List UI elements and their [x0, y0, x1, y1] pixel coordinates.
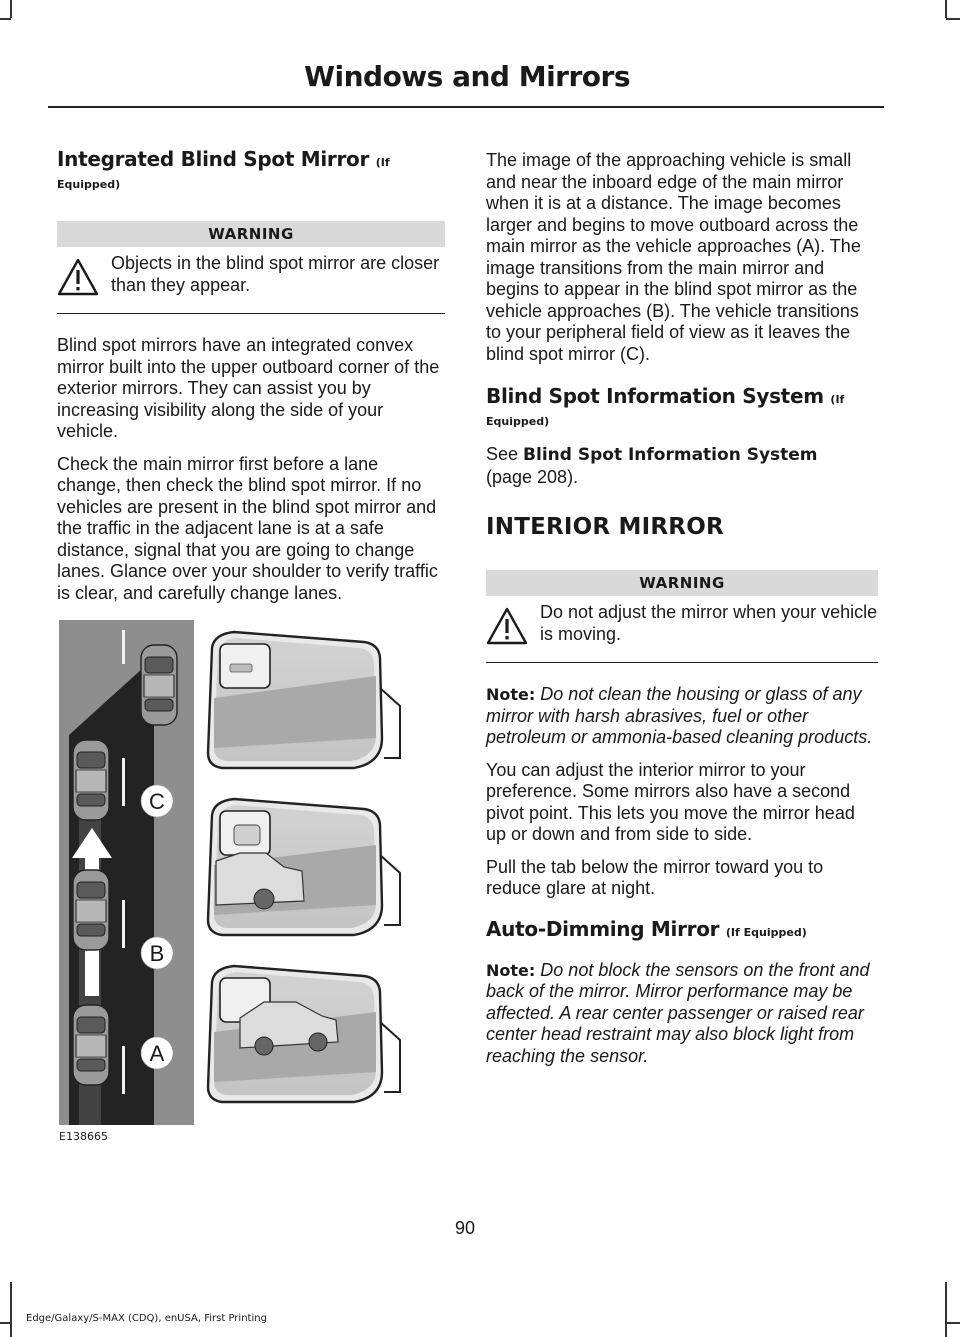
label-b	[141, 937, 173, 969]
mirror-top	[208, 632, 400, 768]
see-text: See	[486, 444, 519, 464]
figure-code: E138665	[59, 1130, 108, 1143]
paragraph: The image of the approaching vehicle is small and near the inboard edge of the main mirror when it is at a distance. The image becomes larger and begins to move outboard across the main mirror as the vehicle approaches (A). The image transitions from the main mirror and begins to appear in the blind spot mirror as the vehicle approaches (B). The vehicle transitions to your peripheral field of view as it leaves the blind spot mirror (C).	[486, 150, 861, 364]
warning-label: WARNING	[57, 221, 445, 247]
bsis-link[interactable]: Blind Spot Information System	[523, 445, 818, 465]
warning-box	[57, 221, 445, 314]
crop-mark	[945, 0, 947, 18]
note-label: Note:	[486, 685, 536, 704]
note-text: Do not block the sensors on the front and back of the mirror. Mirror performance may be affected. A rear center passenger or raised rear center head restraint may also block light from reaching the sensor.	[486, 959, 870, 1066]
warning-label: WARNING	[486, 570, 878, 596]
note-text: Do not clean the housing or glass of any mirror with harsh abrasives, fuel or other petroleum or ammonia-based cleaning products.	[486, 684, 873, 747]
section-heading-auto-dimming	[486, 916, 878, 946]
crop-mark	[946, 1322, 960, 1324]
heading-optional-cont: Equipped)	[57, 178, 121, 191]
paragraph: Blind spot mirrors have an integrated convex mirror built into the upper outboard corner of the exterior mirrors. They can assist you by increasing visibility along the side of your vehicle.	[57, 335, 440, 441]
heading-optional: (If Equipped)	[725, 925, 807, 939]
warning-text: Objects in the blind spot mirror are closer than they appear.	[111, 253, 440, 295]
heading-optional: (If	[375, 156, 390, 169]
heading-text: Integrated Blind Spot Mirror	[57, 147, 370, 171]
crop-mark	[946, 18, 960, 20]
crop-mark	[10, 0, 12, 18]
page-header-title: Windows and Mirrors	[304, 60, 630, 93]
note	[486, 684, 878, 749]
mirror-middle	[208, 799, 400, 935]
header-rule	[48, 106, 884, 108]
section-heading-interior-mirror: INTERIOR MIRROR	[486, 514, 724, 540]
heading-optional-cont: Equipped)	[486, 415, 550, 428]
label-a	[141, 1037, 173, 1069]
crop-mark	[945, 1282, 947, 1337]
right-column	[486, 140, 878, 1067]
heading-text: Auto-Dimming Mirror	[486, 916, 720, 941]
paragraph: Check the main mirror first before a lane change, then check the blind spot mirror. If no vehicles are present in the blind spot mirror and the traffic in the adjacent lane is at a safe distance, signal that you are going to change lanes. Glance over your shoulder to verify traffic is clear, and carefully change lanes.	[57, 453, 438, 603]
page-reference: (page 208).	[486, 466, 579, 487]
paragraph: Pull the tab below the mirror toward you to reduce glare at night.	[486, 856, 824, 898]
label-c	[141, 785, 173, 817]
section-heading-blind-spot-mirror	[57, 146, 445, 176]
crop-mark	[0, 18, 11, 20]
warning-text: Do not adjust the mirror when your vehicle is moving.	[540, 602, 878, 644]
note-label: Note:	[486, 960, 536, 980]
label-c-text: C	[149, 789, 165, 814]
heading-optional: (If	[830, 393, 845, 406]
warning-triangle-icon	[486, 606, 528, 646]
crop-mark	[10, 1282, 12, 1337]
blind-spot-figure	[59, 620, 425, 1125]
crop-mark	[0, 1322, 11, 1324]
warning-box	[486, 570, 878, 663]
heading-text: Blind Spot Information System	[486, 384, 824, 408]
warning-triangle-icon	[57, 257, 99, 297]
footer-text: Edge/Galaxy/S-MAX (CDQ), enUSA, First Printing	[26, 1313, 267, 1324]
warning-body	[486, 596, 878, 663]
note	[486, 960, 878, 1068]
mirror-bottom	[208, 966, 400, 1102]
page-number: 90	[454, 1218, 476, 1238]
label-a-text: A	[149, 1041, 165, 1066]
warning-body	[57, 247, 445, 314]
label-b-text: B	[149, 941, 165, 966]
section-heading-bsis	[486, 383, 878, 413]
paragraph: You can adjust the interior mirror to your preference. Some mirrors also have a second pivot point. This lets you move the mirror head up or down and from side to side.	[486, 759, 855, 844]
left-column	[57, 140, 445, 604]
bsis-reference	[486, 444, 878, 488]
